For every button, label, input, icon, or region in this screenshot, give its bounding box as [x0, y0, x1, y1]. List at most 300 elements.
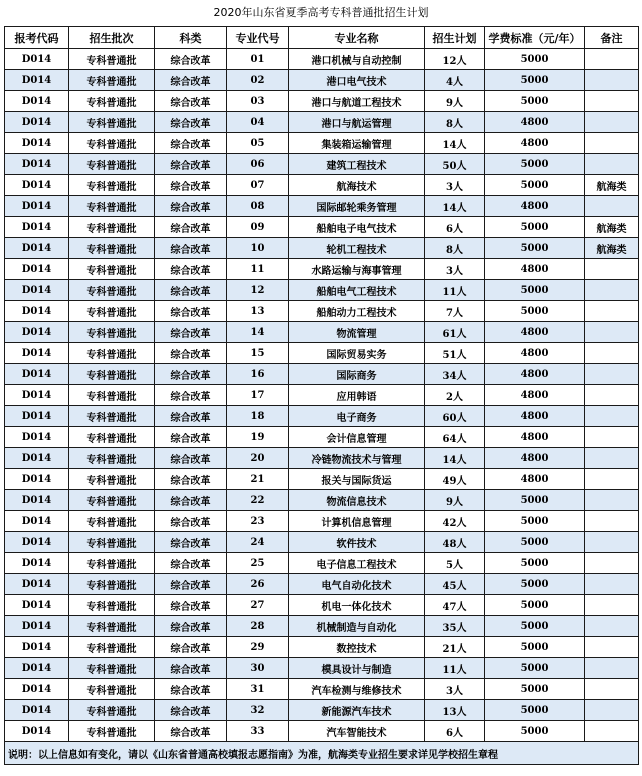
cell-major-code: 16 — [227, 364, 289, 385]
note-row — [5, 742, 639, 765]
cell-tuition: 4800 — [485, 364, 585, 385]
header-tuition: 学费标准（元/年） — [485, 27, 585, 49]
cell-remark — [585, 595, 639, 616]
cell-exam-code: D014 — [5, 679, 69, 700]
cell-batch: 专科普通批 — [69, 133, 155, 154]
cell-plan-count: 50人 — [425, 154, 485, 175]
cell-plan-count: 5人 — [425, 553, 485, 574]
cell-category: 综合改革 — [155, 238, 227, 259]
cell-remark — [585, 112, 639, 133]
cell-batch: 专科普通批 — [69, 511, 155, 532]
cell-tuition: 5000 — [485, 511, 585, 532]
cell-batch: 专科普通批 — [69, 343, 155, 364]
cell-major-code: 33 — [227, 721, 289, 742]
cell-exam-code: D014 — [5, 217, 69, 238]
cell-tuition: 4800 — [485, 196, 585, 217]
table-row — [5, 595, 639, 616]
cell-plan-count: 21人 — [425, 637, 485, 658]
cell-major-name: 计算机信息管理 — [289, 511, 425, 532]
table-row — [5, 343, 639, 364]
cell-plan-count: 34人 — [425, 364, 485, 385]
cell-major-code: 29 — [227, 637, 289, 658]
header-exam-code: 报考代码 — [5, 27, 69, 49]
cell-category: 综合改革 — [155, 700, 227, 721]
cell-major-code: 27 — [227, 595, 289, 616]
cell-tuition: 4800 — [485, 448, 585, 469]
cell-major-name: 应用韩语 — [289, 385, 425, 406]
cell-plan-count: 6人 — [425, 721, 485, 742]
cell-category: 综合改革 — [155, 301, 227, 322]
cell-category: 综合改革 — [155, 49, 227, 70]
header-major-code: 专业代号 — [227, 27, 289, 49]
header-plan-count: 招生计划 — [425, 27, 485, 49]
cell-exam-code: D014 — [5, 595, 69, 616]
cell-major-name: 汽车智能技术 — [289, 721, 425, 742]
cell-category: 综合改革 — [155, 511, 227, 532]
cell-batch: 专科普通批 — [69, 385, 155, 406]
cell-batch: 专科普通批 — [69, 175, 155, 196]
cell-batch: 专科普通批 — [69, 49, 155, 70]
cell-plan-count: 9人 — [425, 91, 485, 112]
table-row — [5, 658, 639, 679]
cell-tuition: 4800 — [485, 385, 585, 406]
cell-exam-code: D014 — [5, 196, 69, 217]
cell-remark — [585, 658, 639, 679]
cell-remark — [585, 679, 639, 700]
cell-batch: 专科普通批 — [69, 427, 155, 448]
cell-exam-code: D014 — [5, 658, 69, 679]
cell-category: 综合改革 — [155, 595, 227, 616]
cell-plan-count: 13人 — [425, 700, 485, 721]
cell-remark — [585, 448, 639, 469]
cell-category: 综合改革 — [155, 532, 227, 553]
cell-category: 综合改革 — [155, 448, 227, 469]
cell-major-code: 20 — [227, 448, 289, 469]
cell-remark — [585, 532, 639, 553]
cell-plan-count: 12人 — [425, 49, 485, 70]
cell-plan-count: 45人 — [425, 574, 485, 595]
cell-tuition: 5000 — [485, 595, 585, 616]
table-row — [5, 700, 639, 721]
cell-batch: 专科普通批 — [69, 238, 155, 259]
cell-remark — [585, 469, 639, 490]
cell-exam-code: D014 — [5, 511, 69, 532]
cell-category: 综合改革 — [155, 364, 227, 385]
cell-category: 综合改革 — [155, 637, 227, 658]
cell-batch: 专科普通批 — [69, 280, 155, 301]
cell-major-code: 09 — [227, 217, 289, 238]
cell-remark — [585, 574, 639, 595]
cell-category: 综合改革 — [155, 343, 227, 364]
table-row — [5, 70, 639, 91]
cell-major-name: 电气自动化技术 — [289, 574, 425, 595]
cell-remark: 航海类 — [585, 175, 639, 196]
cell-remark — [585, 511, 639, 532]
cell-major-code: 24 — [227, 532, 289, 553]
cell-tuition: 5000 — [485, 70, 585, 91]
cell-exam-code: D014 — [5, 70, 69, 91]
cell-plan-count: 14人 — [425, 196, 485, 217]
cell-category: 综合改革 — [155, 406, 227, 427]
cell-tuition: 4800 — [485, 133, 585, 154]
cell-category: 综合改革 — [155, 385, 227, 406]
cell-major-code: 25 — [227, 553, 289, 574]
cell-tuition: 4800 — [485, 427, 585, 448]
cell-major-code: 31 — [227, 679, 289, 700]
cell-major-name: 电子商务 — [289, 406, 425, 427]
cell-plan-count: 61人 — [425, 322, 485, 343]
cell-major-code: 08 — [227, 196, 289, 217]
cell-major-name: 机械制造与自动化 — [289, 616, 425, 637]
cell-tuition: 5000 — [485, 490, 585, 511]
cell-major-code: 17 — [227, 385, 289, 406]
cell-major-name: 船舶电气工程技术 — [289, 280, 425, 301]
cell-major-code: 10 — [227, 238, 289, 259]
table-row — [5, 91, 639, 112]
cell-tuition: 5000 — [485, 532, 585, 553]
cell-exam-code: D014 — [5, 154, 69, 175]
cell-batch: 专科普通批 — [69, 469, 155, 490]
cell-remark — [585, 721, 639, 742]
cell-tuition: 4800 — [485, 259, 585, 280]
table-header-row — [5, 27, 639, 49]
cell-exam-code: D014 — [5, 91, 69, 112]
cell-major-name: 物流管理 — [289, 322, 425, 343]
cell-remark — [585, 637, 639, 658]
cell-exam-code: D014 — [5, 301, 69, 322]
cell-remark — [585, 91, 639, 112]
cell-major-name: 软件技术 — [289, 532, 425, 553]
cell-tuition: 5000 — [485, 217, 585, 238]
cell-major-code: 03 — [227, 91, 289, 112]
cell-tuition: 5000 — [485, 574, 585, 595]
cell-batch: 专科普通批 — [69, 406, 155, 427]
cell-batch: 专科普通批 — [69, 574, 155, 595]
cell-exam-code: D014 — [5, 490, 69, 511]
cell-exam-code: D014 — [5, 133, 69, 154]
cell-batch: 专科普通批 — [69, 721, 155, 742]
cell-major-name: 建筑工程技术 — [289, 154, 425, 175]
cell-exam-code: D014 — [5, 259, 69, 280]
cell-plan-count: 14人 — [425, 448, 485, 469]
cell-plan-count: 9人 — [425, 490, 485, 511]
cell-major-name: 模具设计与制造 — [289, 658, 425, 679]
cell-tuition: 4800 — [485, 322, 585, 343]
table-row — [5, 574, 639, 595]
cell-tuition: 4800 — [485, 406, 585, 427]
cell-exam-code: D014 — [5, 553, 69, 574]
cell-major-name: 冷链物流技术与管理 — [289, 448, 425, 469]
cell-major-code: 26 — [227, 574, 289, 595]
table-row — [5, 490, 639, 511]
cell-exam-code: D014 — [5, 343, 69, 364]
cell-category: 综合改革 — [155, 133, 227, 154]
cell-tuition: 5000 — [485, 91, 585, 112]
cell-category: 综合改革 — [155, 175, 227, 196]
cell-major-code: 30 — [227, 658, 289, 679]
cell-major-code: 13 — [227, 301, 289, 322]
cell-remark — [585, 385, 639, 406]
cell-major-name: 国际商务 — [289, 364, 425, 385]
cell-exam-code: D014 — [5, 364, 69, 385]
cell-remark — [585, 700, 639, 721]
table-row — [5, 469, 639, 490]
cell-batch: 专科普通批 — [69, 448, 155, 469]
cell-remark — [585, 343, 639, 364]
cell-category: 综合改革 — [155, 553, 227, 574]
cell-batch: 专科普通批 — [69, 154, 155, 175]
cell-major-code: 04 — [227, 112, 289, 133]
cell-major-name: 电子信息工程技术 — [289, 553, 425, 574]
table-row — [5, 385, 639, 406]
cell-category: 综合改革 — [155, 616, 227, 637]
cell-tuition: 4800 — [485, 112, 585, 133]
cell-batch: 专科普通批 — [69, 637, 155, 658]
table-row — [5, 637, 639, 658]
cell-major-code: 18 — [227, 406, 289, 427]
note-text: 说明：以上信息如有变化，请以《山东省普通高校填报志愿指南》为准，航海类专业招生要求详见学校招生章程 — [5, 742, 639, 765]
cell-batch: 专科普通批 — [69, 679, 155, 700]
cell-major-code: 28 — [227, 616, 289, 637]
cell-tuition: 5000 — [485, 679, 585, 700]
table-row — [5, 259, 639, 280]
cell-major-name: 航海技术 — [289, 175, 425, 196]
table-row — [5, 322, 639, 343]
cell-tuition: 5000 — [485, 553, 585, 574]
cell-exam-code: D014 — [5, 280, 69, 301]
table-row — [5, 280, 639, 301]
cell-remark — [585, 616, 639, 637]
cell-major-code: 12 — [227, 280, 289, 301]
cell-category: 综合改革 — [155, 322, 227, 343]
enrollment-plan-table — [4, 26, 639, 765]
cell-exam-code: D014 — [5, 616, 69, 637]
cell-major-code: 02 — [227, 70, 289, 91]
cell-batch: 专科普通批 — [69, 553, 155, 574]
table-row — [5, 238, 639, 259]
cell-major-code: 19 — [227, 427, 289, 448]
cell-batch: 专科普通批 — [69, 301, 155, 322]
cell-tuition: 5000 — [485, 637, 585, 658]
cell-category: 综合改革 — [155, 280, 227, 301]
cell-remark — [585, 154, 639, 175]
table-row — [5, 406, 639, 427]
cell-tuition: 5000 — [485, 700, 585, 721]
cell-remark — [585, 70, 639, 91]
cell-exam-code: D014 — [5, 532, 69, 553]
cell-plan-count: 6人 — [425, 217, 485, 238]
cell-batch: 专科普通批 — [69, 322, 155, 343]
header-remark: 备注 — [585, 27, 639, 49]
cell-major-name: 机电一体化技术 — [289, 595, 425, 616]
cell-plan-count: 48人 — [425, 532, 485, 553]
cell-remark — [585, 301, 639, 322]
cell-plan-count: 64人 — [425, 427, 485, 448]
table-row — [5, 154, 639, 175]
cell-batch: 专科普通批 — [69, 490, 155, 511]
cell-plan-count: 8人 — [425, 238, 485, 259]
table-row — [5, 112, 639, 133]
cell-major-name: 国际邮轮乘务管理 — [289, 196, 425, 217]
cell-plan-count: 3人 — [425, 679, 485, 700]
cell-major-name: 轮机工程技术 — [289, 238, 425, 259]
cell-exam-code: D014 — [5, 469, 69, 490]
cell-batch: 专科普通批 — [69, 112, 155, 133]
cell-remark — [585, 364, 639, 385]
cell-major-name: 港口与航运管理 — [289, 112, 425, 133]
table-row — [5, 175, 639, 196]
cell-remark: 航海类 — [585, 217, 639, 238]
table-row — [5, 301, 639, 322]
cell-major-name: 港口电气技术 — [289, 70, 425, 91]
cell-major-name: 会计信息管理 — [289, 427, 425, 448]
header-category: 科类 — [155, 27, 227, 49]
header-major-name: 专业名称 — [289, 27, 425, 49]
cell-remark — [585, 133, 639, 154]
table-row — [5, 364, 639, 385]
cell-batch: 专科普通批 — [69, 91, 155, 112]
cell-batch: 专科普通批 — [69, 217, 155, 238]
cell-plan-count: 51人 — [425, 343, 485, 364]
cell-remark — [585, 322, 639, 343]
cell-major-code: 23 — [227, 511, 289, 532]
cell-category: 综合改革 — [155, 679, 227, 700]
table-row — [5, 511, 639, 532]
cell-major-name: 汽车检测与维修技术 — [289, 679, 425, 700]
cell-major-name: 物流信息技术 — [289, 490, 425, 511]
cell-remark: 航海类 — [585, 238, 639, 259]
cell-major-name: 国际贸易实务 — [289, 343, 425, 364]
cell-remark — [585, 427, 639, 448]
cell-exam-code: D014 — [5, 385, 69, 406]
cell-tuition: 4800 — [485, 343, 585, 364]
table-row — [5, 679, 639, 700]
cell-category: 综合改革 — [155, 91, 227, 112]
cell-category: 综合改革 — [155, 70, 227, 91]
cell-exam-code: D014 — [5, 448, 69, 469]
cell-category: 综合改革 — [155, 427, 227, 448]
cell-major-code: 06 — [227, 154, 289, 175]
cell-remark — [585, 280, 639, 301]
cell-plan-count: 35人 — [425, 616, 485, 637]
cell-plan-count: 49人 — [425, 469, 485, 490]
cell-category: 综合改革 — [155, 217, 227, 238]
cell-tuition: 5000 — [485, 280, 585, 301]
cell-remark — [585, 553, 639, 574]
table-row — [5, 532, 639, 553]
cell-major-name: 集装箱运输管理 — [289, 133, 425, 154]
cell-batch: 专科普通批 — [69, 70, 155, 91]
cell-category: 综合改革 — [155, 112, 227, 133]
table-row — [5, 616, 639, 637]
table-row — [5, 217, 639, 238]
cell-batch: 专科普通批 — [69, 700, 155, 721]
cell-plan-count: 3人 — [425, 175, 485, 196]
cell-major-name: 港口机械与自动控制 — [289, 49, 425, 70]
cell-category: 综合改革 — [155, 574, 227, 595]
cell-plan-count: 14人 — [425, 133, 485, 154]
cell-plan-count: 8人 — [425, 112, 485, 133]
cell-major-code: 01 — [227, 49, 289, 70]
table-row — [5, 553, 639, 574]
cell-batch: 专科普通批 — [69, 616, 155, 637]
cell-tuition: 4800 — [485, 469, 585, 490]
cell-remark — [585, 490, 639, 511]
cell-plan-count: 3人 — [425, 259, 485, 280]
table-row — [5, 721, 639, 742]
cell-remark — [585, 406, 639, 427]
cell-exam-code: D014 — [5, 700, 69, 721]
cell-major-name: 水路运输与海事管理 — [289, 259, 425, 280]
cell-major-name: 数控技术 — [289, 637, 425, 658]
cell-exam-code: D014 — [5, 574, 69, 595]
cell-category: 综合改革 — [155, 259, 227, 280]
cell-category: 综合改革 — [155, 469, 227, 490]
cell-major-name: 港口与航道工程技术 — [289, 91, 425, 112]
table-body — [5, 49, 639, 742]
cell-major-code: 05 — [227, 133, 289, 154]
cell-tuition: 5000 — [485, 49, 585, 70]
cell-major-name: 船舶电子电气技术 — [289, 217, 425, 238]
table-row — [5, 49, 639, 70]
cell-plan-count: 11人 — [425, 658, 485, 679]
cell-remark — [585, 259, 639, 280]
cell-category: 综合改革 — [155, 196, 227, 217]
cell-category: 综合改革 — [155, 154, 227, 175]
cell-exam-code: D014 — [5, 238, 69, 259]
cell-category: 综合改革 — [155, 490, 227, 511]
cell-plan-count: 2人 — [425, 385, 485, 406]
cell-plan-count: 4人 — [425, 70, 485, 91]
header-batch: 招生批次 — [69, 27, 155, 49]
cell-batch: 专科普通批 — [69, 532, 155, 553]
cell-exam-code: D014 — [5, 49, 69, 70]
cell-exam-code: D014 — [5, 322, 69, 343]
cell-remark — [585, 49, 639, 70]
cell-plan-count: 47人 — [425, 595, 485, 616]
cell-tuition: 5000 — [485, 616, 585, 637]
cell-exam-code: D014 — [5, 721, 69, 742]
cell-tuition: 5000 — [485, 154, 585, 175]
cell-exam-code: D014 — [5, 637, 69, 658]
table-row — [5, 427, 639, 448]
cell-category: 综合改革 — [155, 721, 227, 742]
cell-major-name: 新能源汽车技术 — [289, 700, 425, 721]
cell-major-code: 32 — [227, 700, 289, 721]
cell-major-code: 07 — [227, 175, 289, 196]
table-row — [5, 196, 639, 217]
cell-exam-code: D014 — [5, 406, 69, 427]
cell-tuition: 5000 — [485, 301, 585, 322]
cell-plan-count: 7人 — [425, 301, 485, 322]
cell-major-code: 15 — [227, 343, 289, 364]
table-row — [5, 133, 639, 154]
cell-batch: 专科普通批 — [69, 364, 155, 385]
cell-batch: 专科普通批 — [69, 259, 155, 280]
cell-major-name: 船舶动力工程技术 — [289, 301, 425, 322]
cell-batch: 专科普通批 — [69, 196, 155, 217]
table-row — [5, 448, 639, 469]
cell-tuition: 5000 — [485, 238, 585, 259]
cell-plan-count: 60人 — [425, 406, 485, 427]
page-title: 2020年山东省夏季高考专科普通批招生计划 — [213, 6, 429, 19]
cell-major-code: 11 — [227, 259, 289, 280]
cell-remark — [585, 196, 639, 217]
cell-major-code: 22 — [227, 490, 289, 511]
cell-tuition: 5000 — [485, 175, 585, 196]
cell-major-code: 14 — [227, 322, 289, 343]
cell-plan-count: 11人 — [425, 280, 485, 301]
